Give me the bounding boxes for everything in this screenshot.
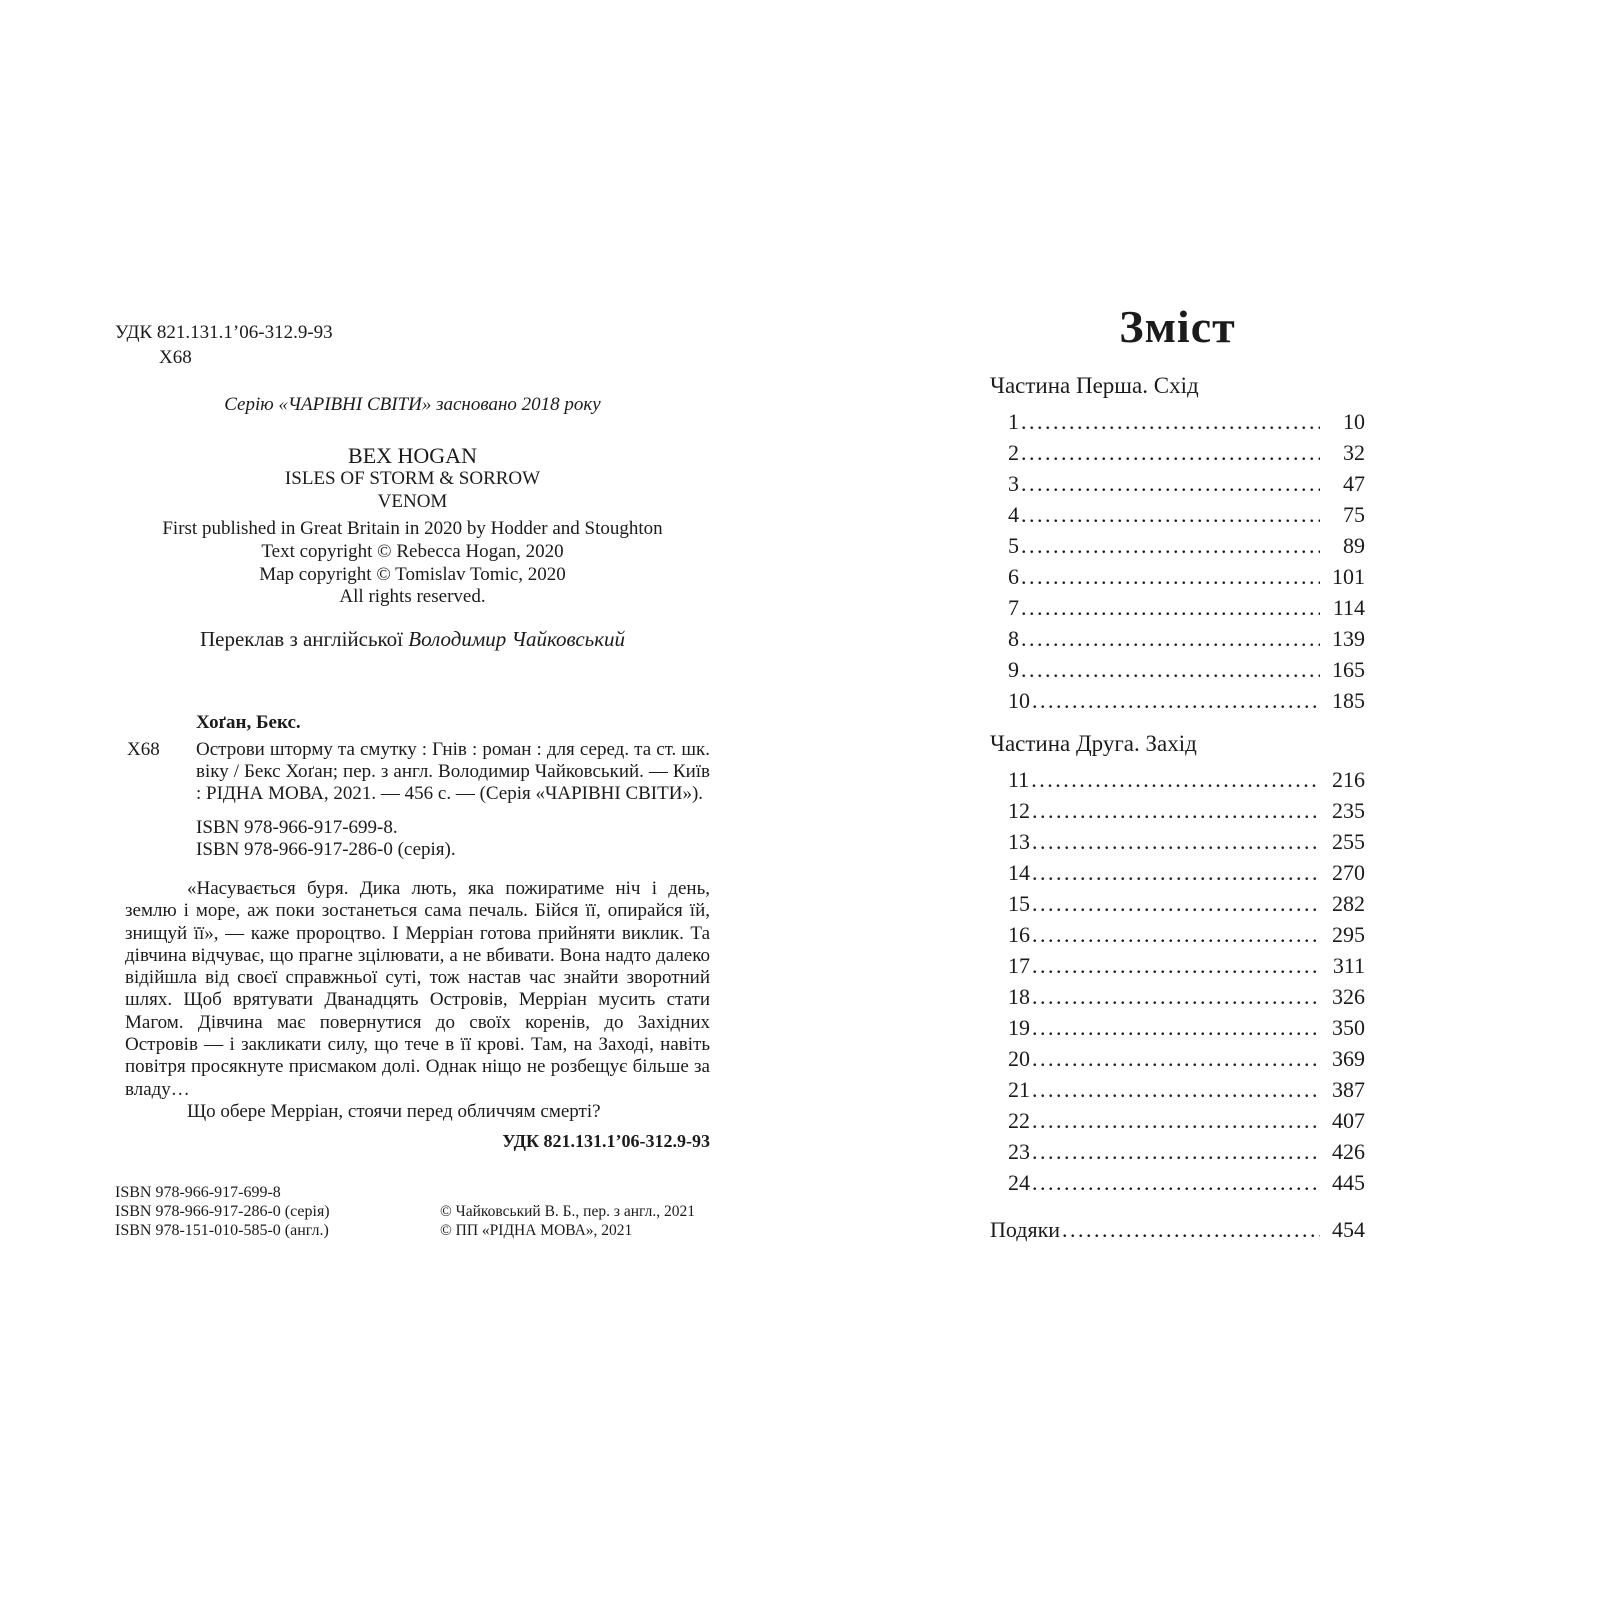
text-copyright-line: Text copyright © Rebecca Hogan, 2020 — [261, 541, 564, 562]
footer-isbn-block — [115, 1183, 330, 1240]
toc-entry-label: 20 — [1008, 1046, 1030, 1071]
toc-entry-page: 445 — [1332, 1170, 1365, 1195]
toc-leader-dots — [1032, 1105, 1320, 1136]
toc-entry-label: 21 — [1008, 1077, 1030, 1102]
udk-block — [115, 320, 333, 370]
toc-leader-dots — [1032, 1136, 1320, 1167]
udk-author-code: Х68 — [159, 347, 192, 368]
catalog-description: Острови шторму та смутку : Гнів : роман : для серед. та ст. шк. віку / Бекс Хоґан; пер. з англ. Володимир Чайковський. — Київ : РІДНА МОВА, 2021. — 456 с. — (Серія «ЧАРІВНІ СВІТИ»). — [196, 739, 710, 804]
toc-entry-page: 282 — [1332, 891, 1365, 916]
toc-entry-label: 16 — [1008, 922, 1030, 947]
annotation-question: Що обере Мерріан, стоячи перед обличчям смерті? — [187, 1100, 601, 1122]
footer-isbn-series-line: ISBN 978-966-917-286-0 (серія) — [115, 1203, 330, 1220]
toc-entry — [990, 623, 1365, 654]
toc-entry-page: 32 — [1343, 440, 1365, 465]
toc-entry — [990, 685, 1365, 716]
toc-leader-dots — [1021, 623, 1320, 654]
toc-entry — [990, 1105, 1365, 1136]
toc-entry-page: 216 — [1332, 767, 1365, 792]
toc-leader-dots — [1032, 1074, 1320, 1105]
catalog-body — [125, 739, 710, 805]
toc-entry-page: 89 — [1343, 533, 1365, 558]
toc-section-heading: Частина Перша. Схід — [990, 373, 1199, 398]
toc-entry-label: 23 — [1008, 1139, 1030, 1164]
toc-leader-dots — [1021, 406, 1320, 437]
toc-leader-dots — [1032, 888, 1320, 919]
toc-entry — [990, 1167, 1365, 1198]
toc-leader-dots — [1031, 764, 1320, 795]
translator-line — [115, 627, 710, 652]
toc-leader-dots — [1032, 950, 1320, 981]
toc-title: Зміст — [1119, 301, 1236, 352]
annotation-paragraph: «Насувається буря. Дика лють, яка пожиратиме ніч і день, землю і море, аж поки зостанеться сама печаль. Бійся її, опирайся їй, знищуй її», — каже пророцтво. І Мерріан готова прийняти виклик. Та дівчина відчуває, що прагне зцілювати, а не вбивати. Вона надто далеко відійшла від своєї справжньої суті, тож настав час знайти зворотний шлях. Щоб врятувати Дванадцять Островів, Мерріан мусить стати Магом. Дівчина має повернутися до своїх коренів, до Західних Островів — і закликати силу, що тече в її крові. Там, на Заході, навіть повітря просякнуте присмаком долі. Однак ніщо не розбещує більше за владу… — [125, 878, 710, 1100]
toc-entry — [990, 406, 1365, 437]
toc-leader-dots — [1032, 919, 1320, 950]
toc-entry-page: 426 — [1332, 1139, 1365, 1164]
toc-leader-dots — [1062, 1214, 1320, 1245]
toc-entry-page: 350 — [1332, 1015, 1365, 1040]
toc-entry — [990, 499, 1365, 530]
annotation-block — [125, 878, 710, 1123]
publication-line: First published in Great Britain in 2020 by Hodder and Stoughton — [162, 518, 663, 539]
toc-entry-label: 4 — [1008, 502, 1019, 527]
toc-leader-dots — [1032, 795, 1320, 826]
toc-entry-label: 18 — [1008, 984, 1030, 1009]
toc-entry-acknowledgements — [990, 1214, 1365, 1245]
toc-entry-label: 3 — [1008, 471, 1019, 496]
toc-leader-dots — [1032, 857, 1320, 888]
toc-entry — [990, 1136, 1365, 1167]
toc-entry — [990, 826, 1365, 857]
toc-entry-label: 7 — [1008, 595, 1019, 620]
toc-entry-page: 114 — [1332, 595, 1365, 620]
toc-entry-page: 101 — [1332, 564, 1365, 589]
toc-leader-dots — [1021, 592, 1320, 623]
toc-entry — [990, 795, 1365, 826]
toc-entry-label: 19 — [1008, 1015, 1030, 1040]
contents-page — [990, 300, 1365, 1245]
toc-entry — [990, 437, 1365, 468]
series-note: Серію «ЧАРІВНІ СВІТИ» засновано 2018 року — [224, 394, 601, 415]
toc-entry — [990, 468, 1365, 499]
toc-leader-dots — [1032, 685, 1320, 716]
toc-entry-label: 22 — [1008, 1108, 1030, 1133]
udk-number: УДК 821.131.1’06-312.9-93 — [115, 322, 333, 343]
translator-name: Володимир Чайковський — [408, 627, 626, 651]
original-author: BEX HOGAN — [348, 443, 477, 468]
toc-entry — [990, 888, 1365, 919]
toc-leader-dots — [1021, 468, 1320, 499]
publisher-copyright-line: © ПП «РІДНА МОВА», 2021 — [440, 1222, 633, 1239]
toc-entry-label: 5 — [1008, 533, 1019, 558]
toc-entry-page: 326 — [1332, 984, 1365, 1009]
toc-leader-dots — [1032, 826, 1320, 857]
toc-entry-label: 11 — [1008, 767, 1030, 792]
toc-entry — [990, 950, 1365, 981]
original-title: VENOM — [377, 491, 448, 512]
toc-section-heading: Частина Друга. Захід — [990, 731, 1197, 756]
toc-leader-dots — [1032, 1043, 1320, 1074]
footer-isbn-english-line: ISBN 978-151-010-585-0 (англ.) — [115, 1222, 329, 1239]
map-copyright-line: Map copyright © Tomislav Tomic, 2020 — [259, 564, 566, 585]
publication-block — [115, 517, 710, 586]
toc-leader-dots — [1021, 499, 1320, 530]
toc-entry-label: 14 — [1008, 860, 1030, 885]
toc-entry — [990, 919, 1365, 950]
catalog-code: Х68 — [127, 739, 160, 760]
translator-copyright-line: © Чайковський В. Б., пер. з англ., 2021 — [440, 1203, 695, 1220]
toc-entry-page: 235 — [1332, 798, 1365, 823]
toc-leader-dots — [1021, 530, 1320, 561]
toc-entry-label: 17 — [1008, 953, 1030, 978]
toc-entry-page: 387 — [1332, 1077, 1365, 1102]
toc-entry — [990, 1012, 1365, 1043]
toc-entry-page: 295 — [1332, 922, 1365, 947]
rights-line: All rights reserved. — [339, 586, 486, 607]
catalog-author-heading: Хоґан, Бекс. — [196, 712, 301, 733]
toc-entry-page: 75 — [1343, 502, 1365, 527]
footer-copyright-block — [440, 1202, 695, 1240]
toc-entry-page: 165 — [1332, 657, 1365, 682]
toc-entry-page: 139 — [1332, 626, 1365, 651]
catalog-card — [125, 712, 710, 861]
original-series: ISLES OF STORM & SORROW — [284, 468, 541, 489]
toc-entry-label: 15 — [1008, 891, 1030, 916]
toc-entry-page: 270 — [1332, 860, 1365, 885]
toc-entry-label: 2 — [1008, 440, 1019, 465]
toc-entry — [990, 981, 1365, 1012]
toc-entry-page: 369 — [1332, 1046, 1365, 1071]
toc-leader-dots — [1032, 1012, 1320, 1043]
catalog-isbn-block — [196, 817, 710, 861]
toc-entry — [990, 530, 1365, 561]
toc-entry-label: 24 — [1008, 1170, 1030, 1195]
udk-bottom: УДК 821.131.1’06-312.9-93 — [502, 1131, 710, 1151]
toc-leader-dots — [1032, 981, 1320, 1012]
toc-leader-dots — [1021, 561, 1320, 592]
toc-leader-dots — [1032, 1167, 1320, 1198]
catalog-isbn-series-line: ISBN 978-966-917-286-0 (серія). — [196, 839, 456, 860]
toc-entry-label: 8 — [1008, 626, 1019, 651]
toc-entry-label: Подяки — [990, 1217, 1061, 1242]
toc-entry — [990, 764, 1365, 795]
toc-entry-label: 10 — [1008, 688, 1030, 713]
original-edition-block — [115, 444, 710, 513]
toc-sections — [990, 373, 1365, 1198]
toc-entry-label: 12 — [1008, 798, 1030, 823]
toc-entry-page: 407 — [1332, 1108, 1365, 1133]
toc-entry — [990, 592, 1365, 623]
toc-entry-label: 13 — [1008, 829, 1030, 854]
toc-entry-page: 255 — [1332, 829, 1365, 854]
toc-entry-label: 6 — [1008, 564, 1019, 589]
toc-entry-page: 454 — [1332, 1217, 1365, 1242]
toc-entry-page: 311 — [1332, 953, 1365, 978]
footer-isbn-line: ISBN 978-966-917-699-8 — [115, 1184, 281, 1201]
catalog-isbn-line: ISBN 978-966-917-699-8. — [196, 817, 398, 838]
toc-entry — [990, 654, 1365, 685]
toc-entry — [990, 561, 1365, 592]
toc-leader-dots — [1021, 437, 1320, 468]
toc-entry-label: 9 — [1008, 657, 1019, 682]
toc-entry — [990, 1043, 1365, 1074]
toc-entry-page: 10 — [1343, 409, 1365, 434]
toc-entry-page: 185 — [1332, 688, 1365, 713]
toc-entry-label: 1 — [1008, 409, 1019, 434]
toc-leader-dots — [1021, 654, 1320, 685]
translator-label: Переклав з англійської — [199, 627, 404, 651]
toc-entry — [990, 857, 1365, 888]
toc-entry — [990, 1074, 1365, 1105]
toc-entry-page: 47 — [1343, 471, 1365, 496]
